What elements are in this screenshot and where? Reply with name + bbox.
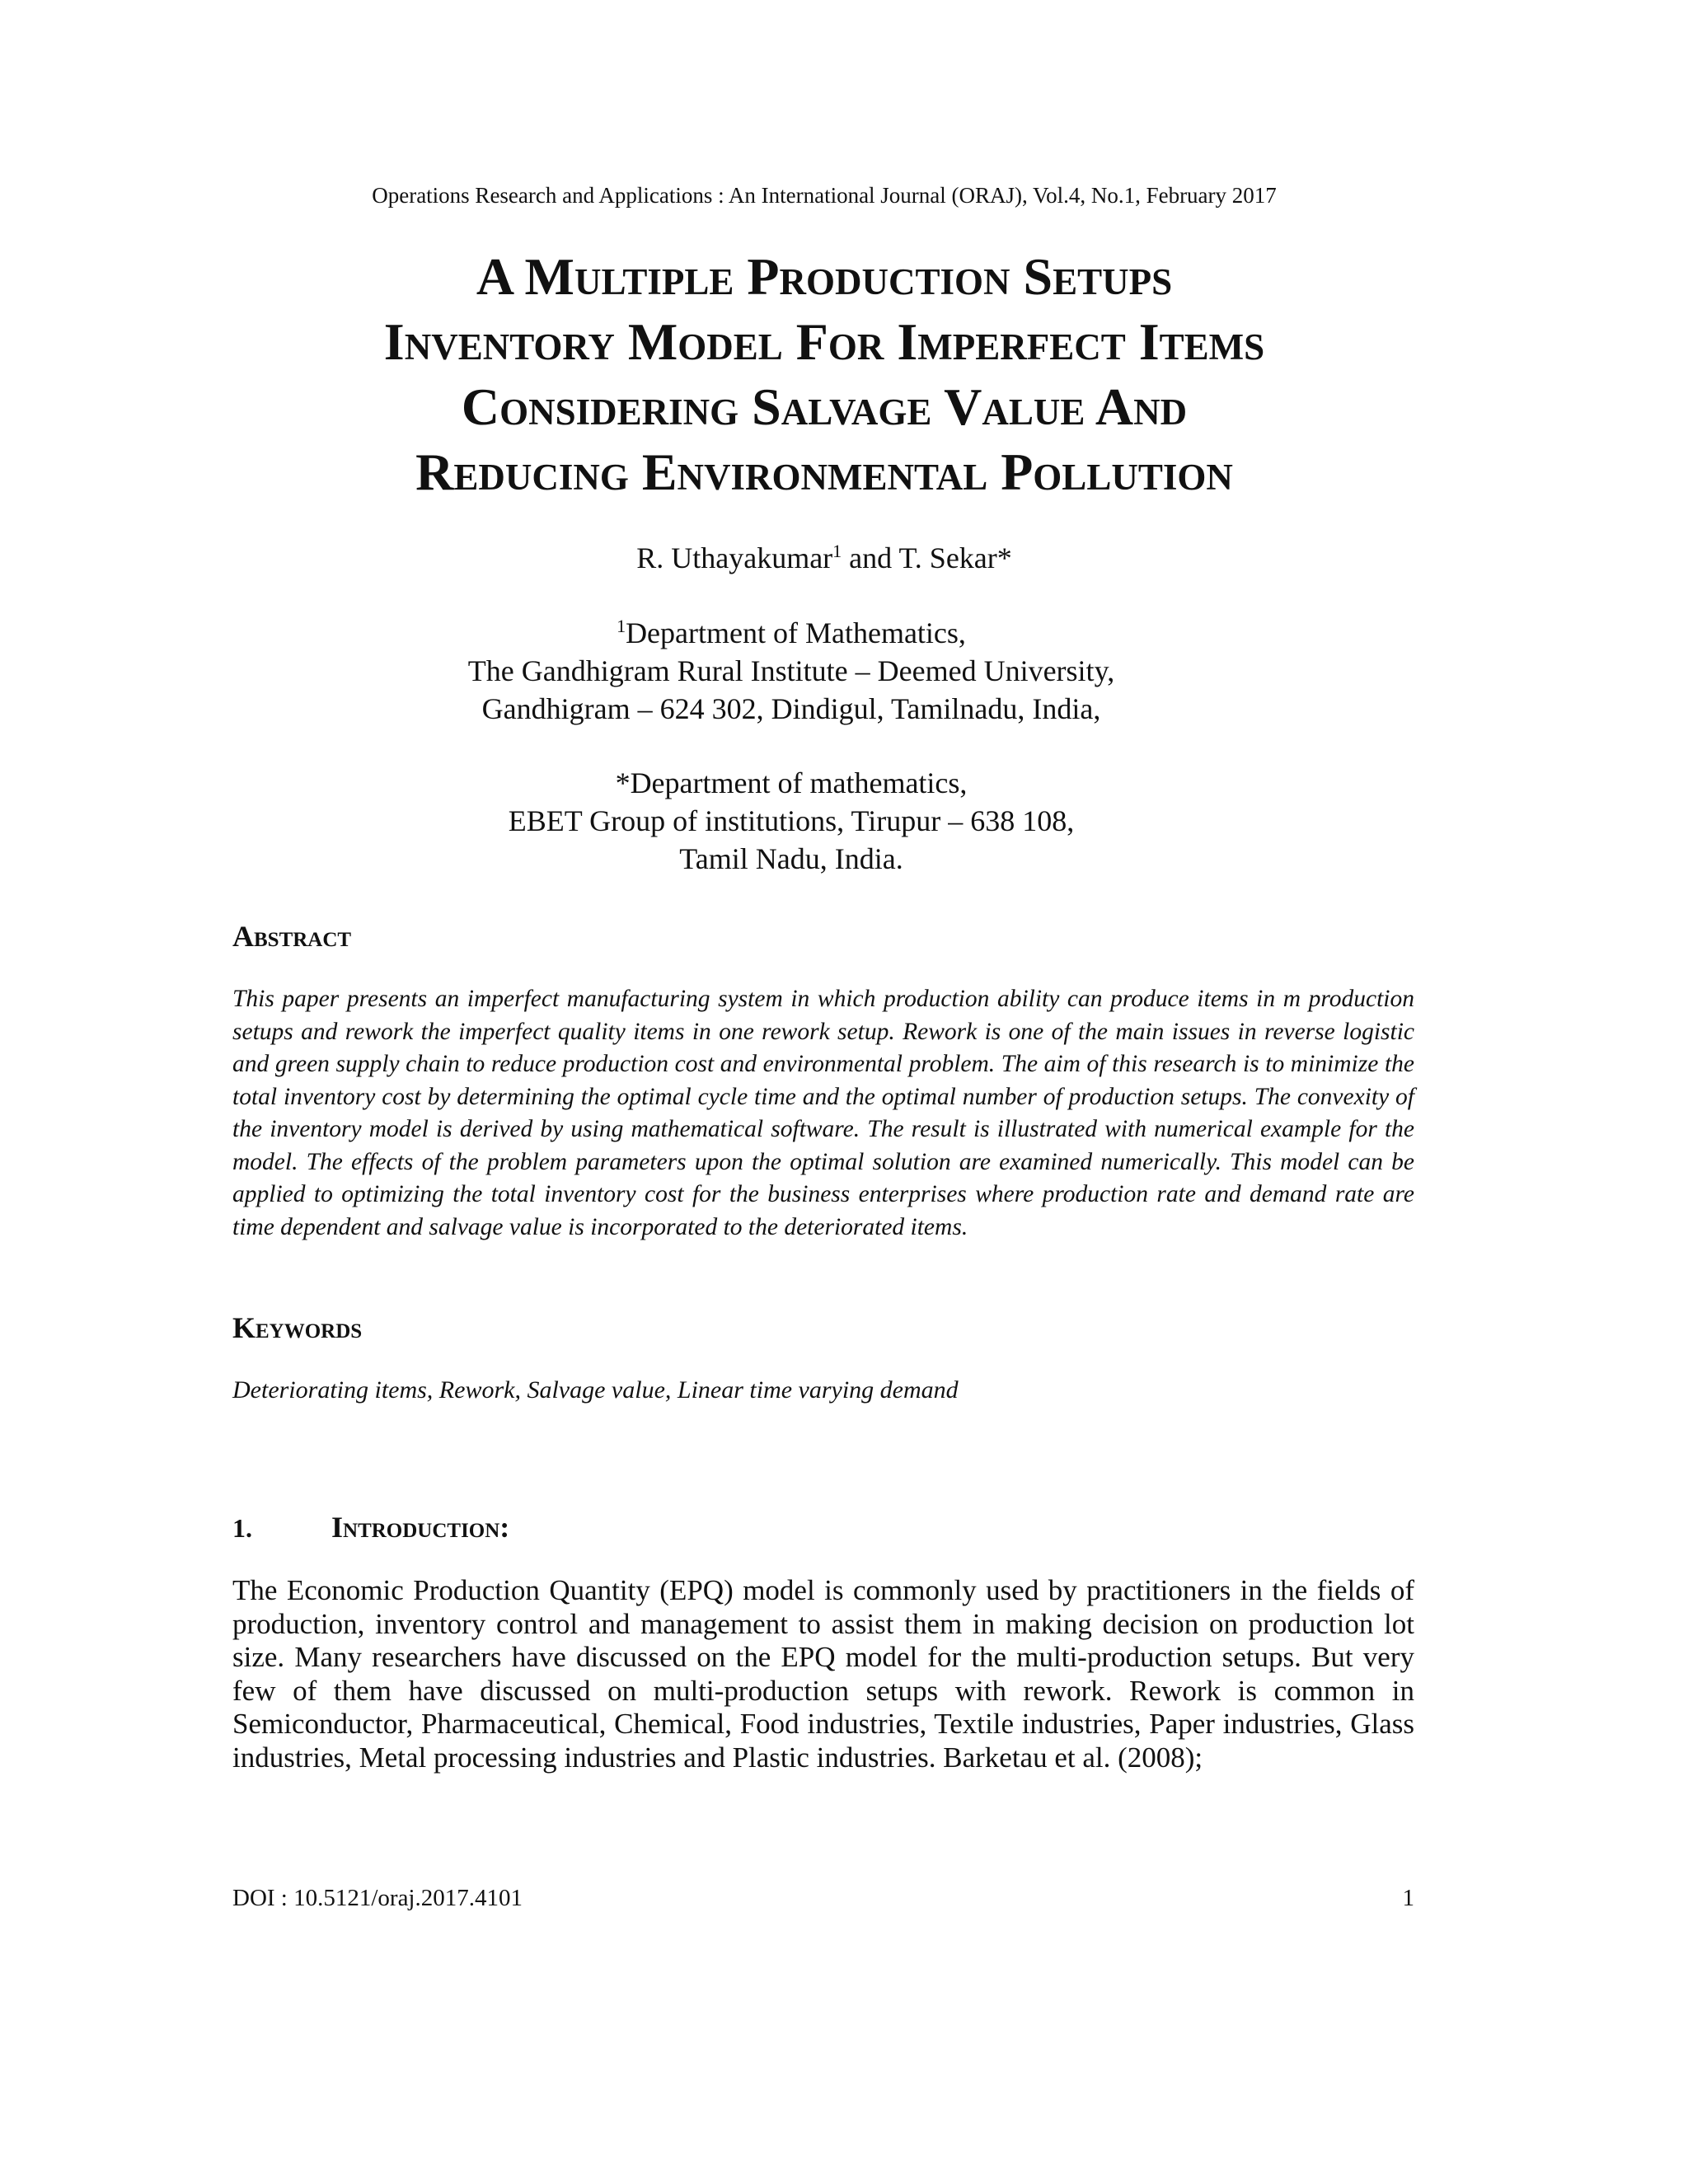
title-line: Reducing Environmental Pollution (415, 443, 1233, 501)
affiliation-line: Gandhigram – 624 302, Dindigul, Tamilnadu, India, (481, 692, 1101, 725)
section-number: 1. (232, 1513, 252, 1543)
introduction-text: The Economic Production Quantity (EPQ) model is commonly used by practitioners in the fields of production, inventory control and management to assist them in making decision on production lot size. Many researchers have discussed on the EPQ model for the multi-production setups. But very few of them have discussed on multi-production setups with rework. Rework is common in Semiconductor, Pharmaceutical, Chemical, Food industries, Textile industries, Paper industries, Glass industries, Metal processing industries and Plastic industries. Barketau et al. (2008); (232, 1574, 1414, 1774)
abstract-heading: Abstract (232, 920, 352, 953)
running-header: Operations Research and Applications : An International Journal (ORAJ), Vol.4, No.1, February 2017 (372, 183, 1277, 208)
affiliation-text: Department of Mathematics, (626, 616, 966, 649)
doi-footer: DOI : 10.5121/oraj.2017.4101 (232, 1885, 523, 1911)
affiliation-mark: 1 (617, 616, 626, 636)
introduction-heading (232, 1510, 509, 1544)
affiliation-block (0, 764, 1582, 878)
affiliation-block (0, 614, 1582, 728)
affiliation-line: *Department of mathematics, (615, 766, 968, 799)
affiliation-line: EBET Group of institutions, Tirupur – 638 108, (508, 804, 1075, 837)
keywords-heading: Keywords (232, 1311, 363, 1344)
page-number: 1 (1402, 1885, 1414, 1911)
author-name: R. Uthayakumar (636, 541, 833, 574)
affiliation-line: Tamil Nadu, India. (679, 842, 903, 875)
keywords-text: Deteriorating items, Rework, Salvage value, Linear time varying demand (232, 1376, 959, 1404)
title-line: A Multiple Production Setups (476, 247, 1173, 306)
author-list (0, 541, 1648, 575)
title-line: Inventory Model For Imperfect Items (383, 312, 1265, 371)
abstract-text: This paper presents an imperfect manufacturing system in which production ability can produce items in m production setups and rework the imperfect quality items in one rework setup. Rework is one of the main issues in reverse logistic and green supply chain to reduce production cost and environmental problem. The aim of this research is to minimize the total inventory cost by determining the optimal cycle time and the optimal number of production setups. The convexity of the inventory model is derived by using mathematical software. The result is illustrated with numerical example for the model. The effects of the problem parameters upon the optimal solution are examined numerically. This model can be applied to optimizing the total inventory cost for the business enterprises where production rate and demand rate are time dependent and salvage value is incorporated to the deteriorated items. (232, 986, 1414, 1240)
section-title: Introduction: (331, 1511, 510, 1544)
affiliation-line: The Gandhigram Rural Institute – Deemed University, (467, 654, 1115, 687)
author-name: T. Sekar* (898, 541, 1012, 574)
paper-title (0, 244, 1648, 504)
affiliation-line (0, 614, 1582, 652)
affiliation-mark: 1 (832, 541, 842, 561)
title-line: Considering Salvage Value And (461, 377, 1188, 436)
author-joiner: and (842, 541, 899, 574)
